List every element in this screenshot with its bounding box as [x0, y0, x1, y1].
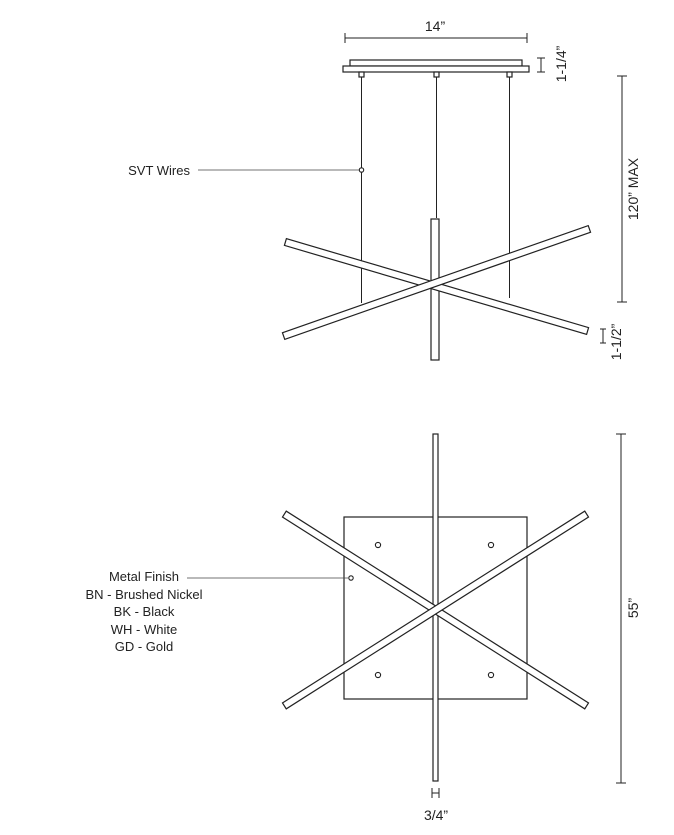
max-drop-dimension [617, 76, 641, 302]
canopy-side [343, 60, 529, 77]
overall-span-dimension [616, 434, 641, 783]
max-drop-label: 120” MAX [625, 157, 641, 221]
finish-option-white: WH - White [110, 622, 178, 637]
light-bars-top [282, 434, 588, 781]
metal-finish-title: Metal Finish [108, 569, 180, 584]
plan-view [85, 434, 641, 823]
bar-thickness-label: 1-1/2” [608, 323, 624, 361]
light-bars-side [282, 219, 590, 360]
metal-finish-callout [85, 569, 348, 654]
canopy-width-dimension [345, 18, 527, 43]
bar-width-dimension [424, 788, 448, 823]
finish-option-gold: GD - Gold [114, 639, 174, 654]
overall-span-label: 55” [625, 597, 641, 619]
wires-callout [128, 163, 359, 178]
finish-option-brushed-nickel: BN - Brushed Nickel [85, 587, 203, 602]
finish-option-black: BK - Black [113, 604, 175, 619]
canopy-height-label: 1-1/4” [553, 45, 569, 83]
wires-callout-label: SVT Wires [128, 163, 190, 178]
canopy-width-label: 14” [424, 18, 446, 34]
bar-width-label: 3/4” [423, 807, 449, 823]
canopy-height-dimension [537, 45, 569, 82]
side-elevation-view [128, 18, 641, 360]
bar-thickness-dimension [600, 323, 624, 360]
